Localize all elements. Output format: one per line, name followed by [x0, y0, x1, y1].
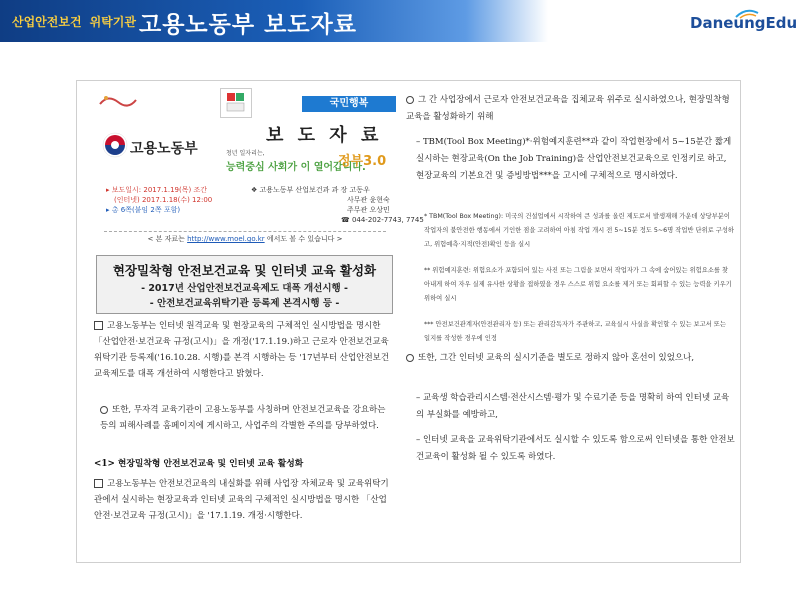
page-title: 고용노동부 보도자료: [139, 12, 357, 38]
circle-bullet-icon: [100, 406, 108, 414]
square-bullet-icon: [94, 321, 103, 330]
headline: 현장밀착형 안전보건교육 및 인터넷 교육 활성화: [112, 263, 377, 278]
brand-logo: DaneungEdu: [690, 14, 798, 32]
contact-line-3: 주무관 오상민: [347, 206, 390, 214]
left-paragraph-1: 고용노동부는 인터넷 원격교육 및 현장교육의 구체적인 실시방법을 명시한 「산업안전·보건교육 규정(고시)」을 개정('17.1.19.)하고 근로자 안전보건교육위탁기관 등록제('16.10.28. 시행)를 본격 시행하는 등 '17년부터 산업안전보건교육제도를 대폭 개선하여 시행한다고 밝혔다.: [94, 321, 390, 379]
document-right-column: [406, 92, 736, 562]
left-paragraph-3: 고용노동부는 안전보건교육의 내실화를 위해 사업장 자체교육 및 교육위탁기관에서 실시하는 현장교육과 인터넷 교육의 구체적인 실시방법을 명시한 「산업안전·보건교육 규정(고시)」을 '17.1.19. 개정·시행한다.: [94, 479, 389, 521]
web-notice: [104, 234, 386, 244]
top-banner: [0, 0, 800, 44]
header-tag-1: 산업안전보건: [12, 15, 82, 29]
release-internet-date: (인터넷) 2017.1.18(수) 12:00: [114, 196, 213, 204]
right-paragraph-5: – 인터넷 교육을 교육위탁기관에서도 실시할 수 있도록 함으로써 인터넷을 통한 안전보건교육이 활성화 될 수 있도록 하였다.: [416, 435, 735, 462]
page-count: ▸ 총 6쪽(붙임 2쪽 포함): [106, 206, 181, 214]
right-paragraph-2: – TBM(Tool Box Meeting)*·위험예지훈련**과 같이 작업현장에서 5~15분간 짧게 실시하는 현장교육(On the Job Training)을 산업안전보건교육으로 인정키로 하고, 현장교육의 기본요건 및 증빙방법***을 고시에 구체적으로 명시하였다.: [416, 137, 732, 181]
circle-bullet-icon: [406, 354, 414, 362]
left-paragraph-2: 또한, 무자격 교육기관이 고용노동부를 사칭하며 안전보건교육을 강요하는 등의 피해사례를 홈페이지에 게시하고, 사업주의 각별한 주의를 당부하였다.: [100, 405, 386, 431]
contact-meta: [251, 185, 424, 225]
contact-phone: ☎ 044-202-7743, 7745: [341, 216, 424, 224]
contact-line-2: 사무관 윤현숙: [347, 196, 390, 204]
slogan-main: 능력중심 사회가 이 열어갑니다.: [226, 162, 366, 173]
ministry-website-link[interactable]: http://www.moel.go.kr: [187, 235, 265, 243]
contact-line-1: ❖ 고용노동부 산업보건과 과 장 고동우: [251, 186, 370, 194]
job-campaign-logo: [220, 88, 252, 118]
subheadline-2: - 안전보건교육위탁기관 등록제 본격시행 등 -: [149, 298, 340, 309]
right-paragraph-3: 또한, 그간 인터넷 교육의 실시기준을 별도로 정하지 않아 혼선이 있었으나,: [406, 350, 736, 367]
square-bullet-icon: [94, 479, 103, 488]
ministry-name: 고용노동부: [130, 141, 198, 157]
notice-prefix: < 본 자료는: [147, 235, 188, 243]
national-happiness-tab: 국민행복: [302, 96, 396, 112]
document-left-column: [86, 86, 424, 556]
right-paragraph-1: 그 간 사업장에서 근로자 안전보건교육을 집체교육 위주로 실시하였으나, 현장밀착형 교육을 활성화하기 위해: [406, 95, 730, 122]
government-emblem-icon: [102, 132, 128, 158]
headline-box: [96, 255, 393, 314]
divider: [104, 231, 386, 232]
right-paragraph-4: – 교육생 학습관리시스템·전산시스템·평가 및 수료기준 등을 명확히 하여 인터넷 교육의 부실화를 예방하고,: [416, 393, 730, 420]
subheadline-1: - 2017년 산업안전보건교육제도 대폭 개선시행 -: [141, 283, 348, 294]
footnote-tbm: * TBM(Tool Box Meeting): 미국의 건설업에서 시작하여 큰 성과를 올린 제도로서 발생재해 가운데 상당부분이 작업자의 불안전한 행동에서 기인한 점을 고려하여 아침 작업 개시 전 5~15분 정도 5~6명 작업반 단위로 구성하고, 위험예측·지적(안전)확인 등을 실시: [424, 213, 735, 248]
gov30-logo: 정부3.0: [338, 154, 387, 169]
circle-bullet-icon: [406, 96, 414, 104]
notice-suffix: 에서도 볼 수 있습니다 >: [264, 235, 343, 243]
header-tag: [12, 13, 136, 30]
section-heading: <1> 현장밀착형 안전보건교육 및 인터넷 교육 활성화: [94, 459, 304, 469]
press-release-title: 보 도 자 료: [266, 125, 383, 146]
header-tag-2: 위탁기관: [89, 15, 136, 29]
slogan-small: 청년 일자리는,: [226, 150, 265, 157]
footnote-risk-training: ** 위험예지훈련: 위험요소가 포함되어 있는 사진 또는 그림을 보면서 작업자가 그 속에 숨어있는 위험요소를 찾아내게 하여 자우 실제 유사한 상황을 접하였을 경우 스스로 위험 요소를 제거 또는 회피할 수 있는 능력을 키우기 위하여 실시: [424, 267, 732, 302]
release-meta: [106, 185, 212, 215]
ministry-mascot-logo: [98, 92, 138, 110]
release-date: ▸ 보도일시: 2017.1.19(목) 조간: [106, 186, 207, 194]
footnote-evidence: *** 안전보건관계자(안전관리자 등) 또는 관리감독자가 주관하고, 교육실시 사실을 확인할 수 있는 보고서 또는 일지를 작성한 경우에 인정: [424, 321, 726, 342]
